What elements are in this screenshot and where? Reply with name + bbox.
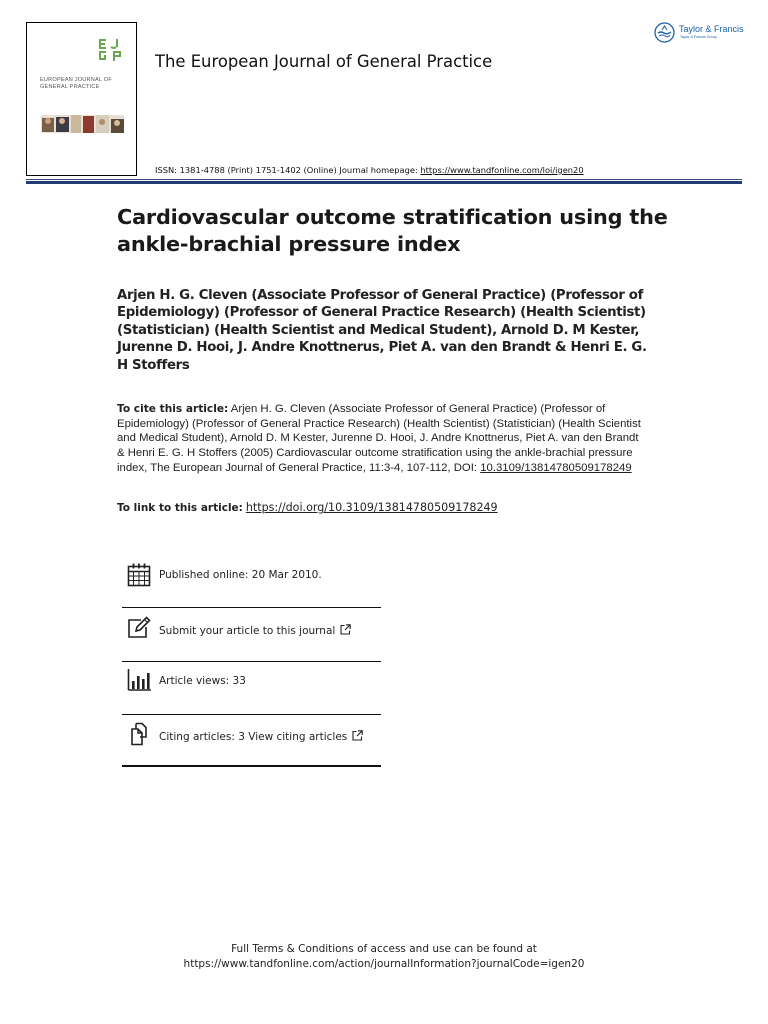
bar-chart-icon: [127, 668, 151, 692]
submit-article-label: Submit your article to this journal: [159, 625, 336, 637]
publisher-tagline: Taylor & Francis Group: [680, 35, 717, 39]
cite-doi-link[interactable]: 10.3109/13814780509178249: [480, 461, 632, 474]
taylor-francis-icon: [654, 22, 675, 43]
issn-line: [155, 165, 584, 175]
publisher-logo[interactable]: [654, 22, 746, 48]
header-rule-thin: [26, 179, 742, 180]
citing-articles-link[interactable]: [159, 730, 363, 743]
calendar-icon: [127, 563, 151, 587]
article-title: Cardiovascular outcome stratification using the ankle-brachial pressure index: [117, 205, 668, 256]
published-row: [122, 562, 381, 590]
journal-logo: [99, 39, 125, 61]
citation-block: [117, 402, 647, 476]
submit-row[interactable]: [122, 616, 381, 644]
footer-terms-url[interactable]: https://www.tandfonline.com/action/journalInformation?journalCode=igen20: [183, 958, 585, 970]
footer-terms-text: Full Terms & Conditions of access and use can be found at: [231, 943, 537, 955]
cover-photo-strip: [41, 115, 124, 133]
citing-row[interactable]: [122, 722, 381, 750]
external-link-icon: [340, 624, 351, 635]
info-divider: [122, 661, 381, 662]
footer: [0, 942, 768, 972]
cite-label: To cite this article:: [117, 403, 229, 415]
submit-article-link[interactable]: [159, 624, 351, 637]
cite-text: Arjen H. G. Cleven (Associate Professor of General Practice) (Professor of Epidemiology) (Professor of General Practice Research) (Health Scientist) (Statistician) (Health Scientist and Medical Student), Arnold D. M Kester, Jurenne D. Hooi, J. Andre Knottnerus, Piet A. van den Brandt & Henri E. G. H Stoffers (2005) Cardiovascular outcome stratification using the ankle-brachial pressure index, The European Journal of General Practice, 11:3-4, 107-112, DOI:: [117, 403, 641, 474]
publisher-name: Taylor & Francis: [679, 24, 744, 34]
journal-cover: [26, 22, 137, 176]
journal-title[interactable]: The European Journal of General Practice: [155, 52, 493, 71]
views-row: [122, 668, 381, 696]
issn-text: ISSN: 1381-4788 (Print) 1751-1402 (Online) Journal homepage:: [155, 165, 421, 175]
article-authors: Arjen H. G. Cleven (Associate Professor of General Practice) (Professor of Epidemiology) (Professor of General Practice Research) (Health Scientist) (Statistician) (Health Scientist and Medical Student), Arnold D. M Kester, Jurenne D. Hooi, J. Andre Knottnerus, Piet A. van den Brandt & Henri E. G. H Stoffers: [117, 288, 647, 373]
journal-homepage-link[interactable]: https://www.tandfonline.com/loi/igen20: [420, 165, 584, 175]
citing-articles-label: Citing articles: 3 View citing articles: [159, 731, 348, 743]
citing-articles-icon: [127, 722, 151, 746]
header-rule-thick: [26, 181, 742, 184]
article-doi-url[interactable]: https://doi.org/10.3109/13814780509178249: [245, 501, 498, 514]
info-divider: [122, 607, 381, 608]
published-date: Published online: 20 Mar 2010.: [159, 569, 322, 581]
info-divider-bottom: [122, 765, 381, 767]
link-label: To link to this article:: [117, 502, 243, 514]
cover-title: EUROPEAN JOURNAL OF GENERAL PRACTICE: [40, 77, 112, 90]
article-views: Article views: 33: [159, 675, 246, 687]
edit-icon: [127, 616, 151, 640]
info-divider: [122, 714, 381, 715]
external-link-icon: [352, 730, 363, 741]
article-link-line: [117, 501, 498, 514]
